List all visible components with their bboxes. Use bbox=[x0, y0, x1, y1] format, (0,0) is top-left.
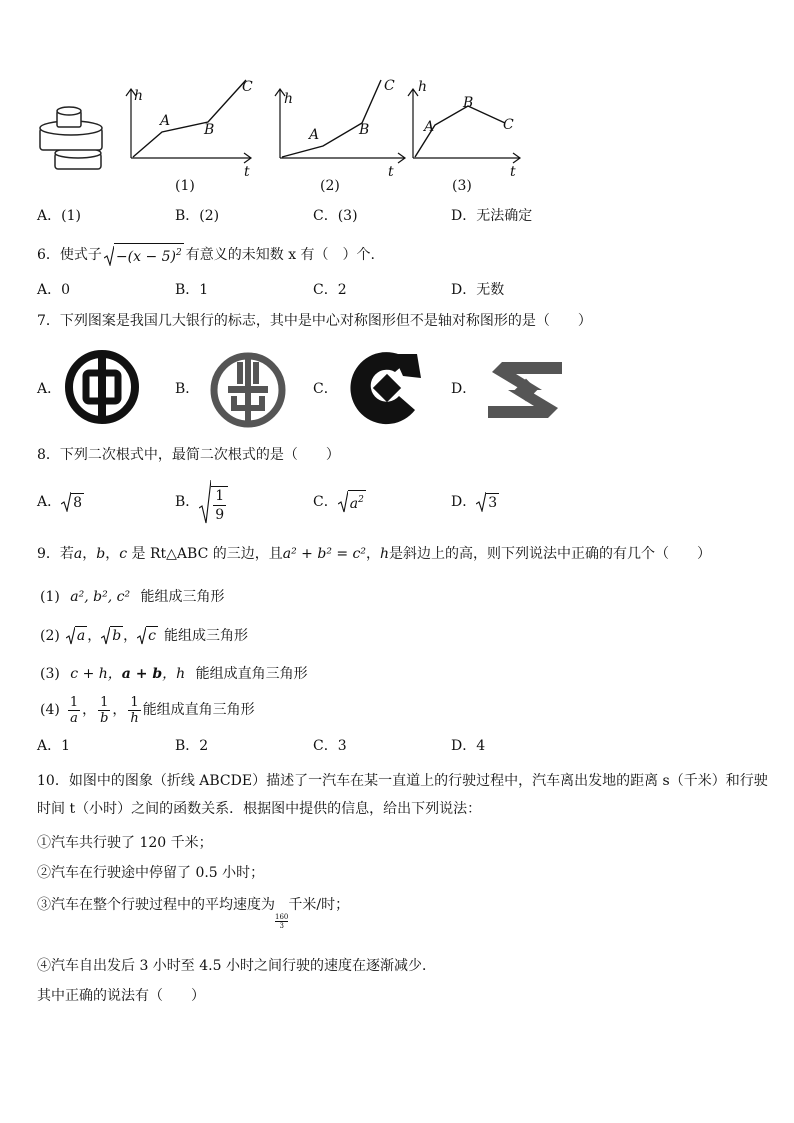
q7-stem: 7．下列图案是我国几大银行的标志，其中是中心对称图形但不是轴对称图形的是（ ） bbox=[37, 313, 592, 329]
q9-s4-den-a: a bbox=[70, 710, 78, 726]
q9-s2-c: c bbox=[148, 628, 157, 644]
q8-option-b-den: 9 bbox=[215, 507, 225, 523]
q7-option-c-label[interactable]: C． bbox=[313, 381, 338, 397]
q9-s2-prefix: (2) bbox=[40, 627, 60, 644]
q9-option-c[interactable]: C．3 bbox=[313, 738, 347, 754]
q8-option-c-label: C． bbox=[313, 493, 338, 510]
q6-rad-exp: 2 bbox=[176, 248, 182, 258]
q9-s3-text3: ，h bbox=[162, 666, 186, 682]
q6-option-a[interactable]: A．0 bbox=[37, 282, 71, 298]
q9-stem-post: 是斜边上的高，则下列说法中正确的有几个（ ） bbox=[389, 546, 712, 562]
q9-s4-num-3: 1 bbox=[130, 694, 139, 710]
q9-stem: 9．若a，b，c 是 Rt△ABC 的三边，且a² + b² = c²，h是斜边上的高，则下列说法中正确的有几个（ ） bbox=[37, 546, 712, 562]
q9-var-h: h bbox=[380, 546, 390, 562]
graph-1 bbox=[126, 80, 251, 163]
radical-sign-icon bbox=[101, 627, 110, 645]
radical-sign-icon bbox=[104, 246, 114, 266]
q9-s1-text: a², b², c² bbox=[70, 589, 131, 605]
q5-option-d[interactable]: D．无法确定 bbox=[451, 208, 533, 224]
q8-option-b-num: 1 bbox=[215, 488, 225, 504]
agricultural-bank-logo-icon[interactable] bbox=[208, 350, 288, 430]
q8-option-a-value: 8 bbox=[73, 495, 83, 511]
q7-option-a-label[interactable]: A． bbox=[37, 381, 62, 397]
graph-1-c-label: C bbox=[242, 79, 253, 95]
q9-statement-4: (4) $\frac{1}{a}$ ， $\frac{1}{b}$ ， $\frac{1}{h}$ 能组成直角三角形 bbox=[40, 694, 255, 726]
q9-option-d[interactable]: D．4 bbox=[451, 738, 486, 754]
q9-var-b: b bbox=[96, 546, 106, 562]
q8-option-d-value: 3 bbox=[488, 495, 498, 511]
q8-option-a-label: A． bbox=[37, 494, 62, 510]
q8-option-c-base: a bbox=[349, 496, 359, 512]
q6-option-d[interactable]: D．无数 bbox=[451, 282, 505, 298]
q10-item-3 bbox=[37, 896, 349, 930]
radical-sign-icon bbox=[66, 627, 75, 645]
radical-sign-icon bbox=[61, 492, 71, 512]
q10-item-3-post: 千米/时； bbox=[288, 897, 350, 913]
q6-stem-post: 有意义的未知数 x 有（ ）个. bbox=[185, 246, 375, 263]
construction-bank-logo-icon[interactable] bbox=[347, 348, 427, 428]
bank-of-china-logo-icon[interactable] bbox=[64, 349, 140, 425]
q6-radical bbox=[104, 243, 184, 266]
q9-option-a[interactable]: A．1 bbox=[37, 738, 71, 754]
q9-statement-3 bbox=[40, 665, 308, 683]
graph-2-a-label: A bbox=[309, 127, 320, 143]
q10-stem-line2: 时间 t（小时）之间的函数关系．根据图中提供的信息，给出下列说法： bbox=[37, 801, 482, 817]
q10-closing: 其中正确的说法有（ ） bbox=[37, 988, 205, 1004]
q9-s4-num-1: 1 bbox=[69, 694, 79, 710]
graph-2-caption: (2) bbox=[320, 178, 340, 194]
graph-2-b-label: B bbox=[359, 122, 370, 138]
q9-s4-den-b: b bbox=[100, 710, 109, 726]
q6-rad-minus: − bbox=[115, 249, 128, 265]
graph-1-a-label: A bbox=[160, 113, 171, 129]
graph-3-t-label: t bbox=[510, 164, 516, 180]
graph-1-t-label: t bbox=[244, 164, 250, 180]
q5-option-a[interactable]: A．(1) bbox=[37, 208, 81, 224]
container-icon bbox=[40, 107, 102, 169]
q9-statement-2: (2) a ， b ， c 能组成三角形 bbox=[40, 627, 249, 644]
q9-s2-a: a bbox=[76, 628, 86, 644]
graph-3-b-label: B bbox=[463, 95, 474, 111]
q10-item-1: ①汽车共行驶了 120 千米； bbox=[37, 835, 213, 851]
graph-2-h-label: h bbox=[284, 91, 294, 107]
q9-var-c: c bbox=[119, 546, 128, 562]
q9-stem-mid: 是 Rt△ABC 的三边，且 bbox=[131, 546, 283, 562]
graph-3-h-label: h bbox=[418, 79, 428, 95]
graph-1-h-label: h bbox=[134, 88, 144, 104]
radical-sign-icon bbox=[137, 627, 146, 645]
q9-var-a: a bbox=[73, 546, 83, 562]
q7-option-d-label[interactable]: D． bbox=[451, 381, 477, 397]
q9-s4-suffix: 能组成直角三角形 bbox=[142, 702, 255, 718]
q6-stem-pre: 6．使式子 bbox=[37, 246, 102, 263]
q8-option-d-label: D． bbox=[451, 494, 477, 510]
q6-rad-inner: (x − 5) bbox=[127, 249, 177, 265]
icbc-s-logo-icon[interactable] bbox=[482, 358, 568, 422]
q6-option-c[interactable]: C．2 bbox=[313, 282, 347, 298]
graph-3-caption: (3) bbox=[452, 178, 472, 194]
q6-stem bbox=[37, 243, 375, 266]
radical-sign-icon bbox=[476, 492, 486, 512]
q8-option-c-exp: 2 bbox=[358, 495, 364, 505]
q10-item-3-den: 3 bbox=[279, 922, 284, 930]
q9-s2-suffix: 能组成三角形 bbox=[164, 627, 249, 644]
q9-statement-1 bbox=[40, 588, 225, 606]
q9-s1-suffix: 能组成三角形 bbox=[140, 589, 225, 605]
q9-s4-num-2: 1 bbox=[100, 694, 109, 710]
q9-s4-den-h: h bbox=[130, 710, 139, 726]
q10-item-4: ④汽车自出发后 3 小时至 4.5 小时之间行驶的速度在逐渐减少． bbox=[37, 958, 436, 974]
q10-item-3-num: 160 bbox=[275, 913, 289, 921]
q9-option-b[interactable]: B．2 bbox=[175, 738, 209, 754]
q5-option-b[interactable]: B．(2) bbox=[175, 208, 220, 224]
q9-s3-prefix: (3) bbox=[40, 666, 60, 682]
graph-2-t-label: t bbox=[388, 164, 394, 180]
q9-s4-prefix: (4) bbox=[40, 702, 60, 718]
graph-1-caption: (1) bbox=[175, 178, 195, 194]
graph-1-b-label: B bbox=[204, 122, 215, 138]
q8-option-c[interactable] bbox=[313, 490, 366, 513]
q8-option-b-label: B． bbox=[175, 494, 200, 510]
q9-s1-prefix: (1) bbox=[40, 589, 60, 605]
q9-s3-text2: a + b bbox=[121, 666, 163, 682]
q8-option-b[interactable] bbox=[175, 480, 228, 524]
q10-item-2: ②汽车在行驶途中停留了 0.5 小时； bbox=[37, 865, 265, 881]
q5-option-c[interactable]: C．(3) bbox=[313, 208, 358, 224]
q8-stem: 8．下列二次根式中，最简二次根式的是（ ） bbox=[37, 447, 340, 463]
graph-2-c-label: C bbox=[384, 78, 395, 94]
graph-3-c-label: C bbox=[503, 117, 514, 133]
q9-equation: a² + b² = c² bbox=[282, 546, 367, 562]
q6-option-b[interactable]: B．1 bbox=[175, 282, 209, 298]
q8-option-a[interactable] bbox=[37, 492, 84, 512]
q9-s2-b: b bbox=[112, 628, 122, 644]
graph-3-a-label: A bbox=[424, 119, 435, 135]
q9-s3-text1: c + h， bbox=[70, 666, 122, 682]
q9-s3-suffix: 能组成直角三角形 bbox=[195, 666, 308, 682]
q9-stem-pre: 9．若 bbox=[37, 546, 74, 562]
radical-sign-icon bbox=[199, 480, 211, 524]
q8-option-d[interactable] bbox=[451, 492, 499, 512]
q10-item-3-pre: ③汽车在整个行驶过程中的平均速度为 bbox=[37, 897, 275, 913]
q7-option-b-label[interactable]: B． bbox=[175, 381, 200, 397]
radical-sign-icon bbox=[338, 491, 348, 513]
q10-stem-line1: 10．如图中的图象（折线 ABCDE）描述了一汽车在某一直道上的行驶过程中，汽车离出发地的距离 s（千米）和行驶 bbox=[37, 773, 768, 789]
